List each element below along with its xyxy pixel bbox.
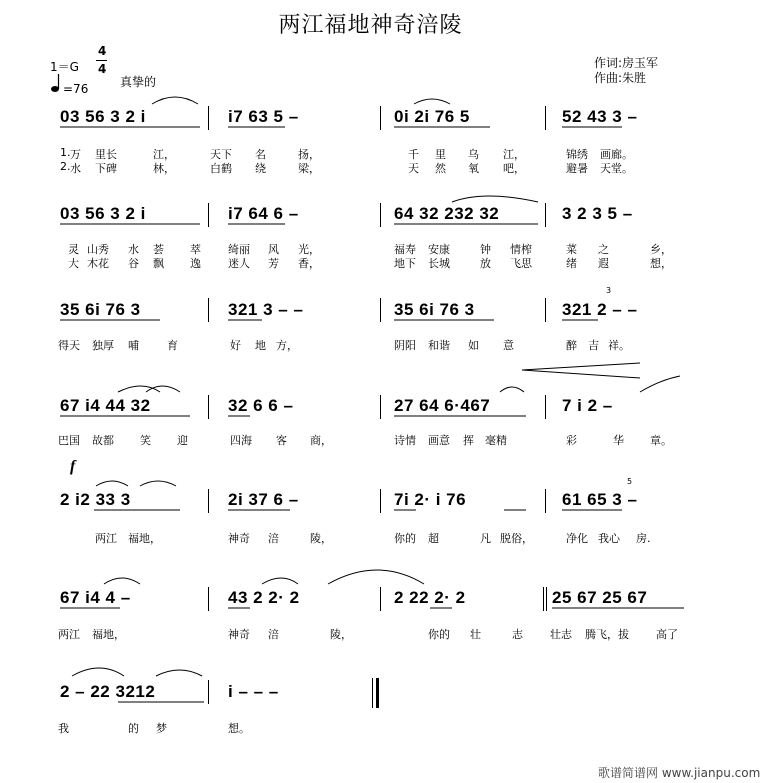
dynamic-forte: f: [70, 458, 76, 475]
underlines: [60, 127, 684, 702]
time-signature-bottom: 4: [98, 62, 107, 76]
ties-wedge: [522, 363, 640, 378]
lyric: 我心: [598, 532, 620, 545]
measure: 03 56 3 2 i: [60, 107, 146, 126]
lyric: 壮: [470, 628, 481, 641]
measure: 7i 2· i 76: [394, 490, 467, 509]
lyric: 涪: [268, 532, 279, 545]
measure: 67 i4 44 32: [60, 396, 151, 415]
lyric: 遐: [598, 257, 609, 270]
lyric: 两江: [95, 532, 117, 545]
lyric: 菜: [566, 243, 577, 256]
measure: 03 56 3 2 i: [60, 204, 146, 223]
lyric: 好: [230, 339, 241, 352]
measure: 25 67 25 67: [552, 588, 648, 607]
lyric: 江，: [503, 148, 525, 161]
measure: 64 32 232 32: [394, 204, 500, 223]
measure: 52 43 3 –: [562, 107, 638, 126]
lyric: 福寿: [394, 243, 416, 256]
lyric: 意: [503, 339, 514, 352]
lyric: 乌: [468, 148, 479, 161]
time-signature-top: 4: [98, 44, 107, 58]
lyric-verse-marker: 2.: [60, 160, 71, 173]
lyric: 的: [128, 722, 139, 735]
lyric: 绪: [566, 257, 577, 270]
lyric: 山秀: [87, 243, 109, 256]
lyric: 长城: [428, 257, 450, 270]
lyric: 安康: [428, 243, 450, 256]
lyric: 祥。: [608, 339, 630, 352]
lyric: 梦: [156, 722, 167, 735]
lyric: 哺: [128, 339, 139, 352]
lyric: 我: [58, 722, 69, 735]
lyric: 陵，: [330, 628, 352, 641]
lyric: 方，: [276, 339, 298, 352]
measure: i7 64 6 –: [228, 204, 299, 223]
lyric: 和谐: [428, 339, 450, 352]
lyric: 你的: [394, 532, 416, 545]
lyric: 钟: [480, 243, 491, 256]
lyric: 飞思: [510, 257, 532, 270]
lyric: 锦绣: [566, 148, 588, 161]
measure: 32 6 6 –: [228, 396, 294, 415]
lyric: 天堂。: [600, 162, 633, 175]
lyric: 福地，: [128, 532, 161, 545]
lyric: 净化: [566, 532, 588, 545]
lyric: 章。: [650, 434, 672, 447]
lyric: 光，: [298, 243, 320, 256]
tempo-marking: =76: [63, 82, 89, 96]
lyric: 吉: [588, 339, 599, 352]
lyric: 彩: [566, 434, 577, 447]
measure: 321 2 – –: [562, 300, 638, 319]
grace-note: 5: [627, 477, 633, 486]
lyric: 画廊。: [600, 148, 633, 161]
lyric: 商，: [310, 434, 332, 447]
measure: 27 64 6·467: [394, 396, 491, 415]
lyric: 凡: [480, 532, 491, 545]
lyric: 你的: [428, 628, 450, 641]
lyric: 地: [255, 339, 266, 352]
measure: 2 22 2· 2: [394, 588, 466, 607]
lyric: 梁，: [298, 162, 320, 175]
lyric: 高了: [656, 628, 678, 641]
slurs: [72, 97, 680, 676]
lyric: 然: [435, 162, 446, 175]
lyric: 神奇: [228, 532, 250, 545]
lyric: 绮丽: [228, 243, 250, 256]
lyric: 萃: [190, 243, 201, 256]
lyric: 客: [276, 434, 287, 447]
measure: 43 2 2· 2: [228, 588, 300, 607]
lyric: 迷人: [228, 257, 250, 270]
lyric: 扬，: [298, 148, 320, 161]
lyric: 谷: [128, 257, 139, 270]
lyric: 陵，: [310, 532, 332, 545]
expression-mark: 真挚的: [120, 75, 157, 89]
lyric: 得天: [58, 339, 80, 352]
lyric: 大: [68, 257, 79, 270]
lyric: 荟: [153, 243, 164, 256]
measure: 2 i2 33 3: [60, 490, 131, 509]
lyric: 毫精: [485, 434, 507, 447]
lyric: 放: [480, 257, 491, 270]
lyricist-credit: 作词:房玉军: [594, 56, 659, 70]
lyric: 白鹤: [210, 162, 232, 175]
lyric: 万: [70, 148, 81, 161]
lyric: 涪: [268, 628, 279, 641]
lyric: 水: [70, 162, 81, 175]
lyric-verse-marker: 1.: [60, 146, 71, 159]
measure: 35 6i 76 3: [60, 300, 141, 319]
lyric: 风: [268, 243, 279, 256]
grace-note: 3: [606, 286, 612, 295]
lyric: 吧，: [503, 162, 525, 175]
lyric: 两江: [58, 628, 80, 641]
watermark: 歌谱简谱网 www.jianpu.com: [598, 766, 760, 780]
lyric: 四海: [230, 434, 252, 447]
lyric: 林，: [153, 162, 175, 175]
lyric: 下碑: [95, 162, 117, 175]
measure: i7 63 5 –: [228, 107, 299, 126]
lyric: 天: [408, 162, 419, 175]
lyric: 芳: [268, 257, 279, 270]
lyric: 避暑: [566, 162, 588, 175]
lyric: 房.: [636, 532, 651, 545]
lyric: 育: [167, 339, 178, 352]
lyric: 逸: [190, 257, 201, 270]
lyric: 之: [598, 243, 609, 256]
lyric: 木花: [87, 257, 109, 270]
lyric: 想。: [228, 722, 250, 735]
lyric: 情榨: [510, 243, 532, 256]
lyric: 水: [128, 243, 139, 256]
measure: 67 i4 4 –: [60, 588, 131, 607]
measure: i – – –: [228, 682, 279, 701]
lyric: 迎: [177, 434, 188, 447]
lyric: 飘: [153, 257, 164, 270]
lyric: 神奇: [228, 628, 250, 641]
lyric: 超: [428, 532, 439, 545]
lyric: 故都: [92, 434, 114, 447]
lyric: 华: [613, 434, 624, 447]
lyric: 腾飞，拔: [585, 628, 629, 641]
lyric: 挥: [463, 434, 474, 447]
lyric: 壮志: [550, 628, 572, 641]
key-signature: 1＝G: [50, 60, 79, 74]
lyric: 巴国: [58, 434, 80, 447]
lyric: 乡，: [650, 243, 672, 256]
lyric: 里: [435, 148, 446, 161]
lyric: 氧: [468, 162, 479, 175]
measure: 3 2 3 5 –: [562, 204, 633, 223]
measure: 61 65 3 –: [562, 490, 638, 509]
composer-credit: 作曲:朱胜: [594, 71, 647, 85]
lyric: 灵: [68, 243, 79, 256]
lyric: 笑: [140, 434, 151, 447]
score-title: 两江福地神奇涪陵: [278, 13, 463, 38]
lyric: 绕: [255, 162, 266, 175]
lyric: 江，: [153, 148, 175, 161]
measure: 321 3 – –: [228, 300, 304, 319]
lyric: 天下: [210, 148, 232, 161]
lyric: 福地，: [92, 628, 125, 641]
lyric: 阴阳: [394, 339, 416, 352]
measure: 0i 2i 76 5: [394, 107, 470, 126]
lyric: 如: [468, 339, 479, 352]
lyric: 脱俗，: [500, 532, 533, 545]
measure: 35 6i 76 3: [394, 300, 475, 319]
measure: 2 – 22 3212: [60, 682, 156, 701]
lyric: 独厚: [92, 339, 114, 352]
measure: 2i 37 6 –: [228, 490, 299, 509]
lyric: 里长: [95, 148, 117, 161]
lyric: 诗情: [394, 434, 416, 447]
lyric: 千: [408, 148, 419, 161]
lyric: 画意: [428, 434, 450, 447]
lyric: 想，: [650, 257, 672, 270]
lyric: 地下: [394, 257, 416, 270]
lyric: 名: [255, 148, 266, 161]
lyric: 志: [512, 628, 523, 641]
lyric: 醉: [566, 339, 577, 352]
measure: 7 i 2 –: [562, 396, 613, 415]
lyric: 香，: [298, 257, 320, 270]
